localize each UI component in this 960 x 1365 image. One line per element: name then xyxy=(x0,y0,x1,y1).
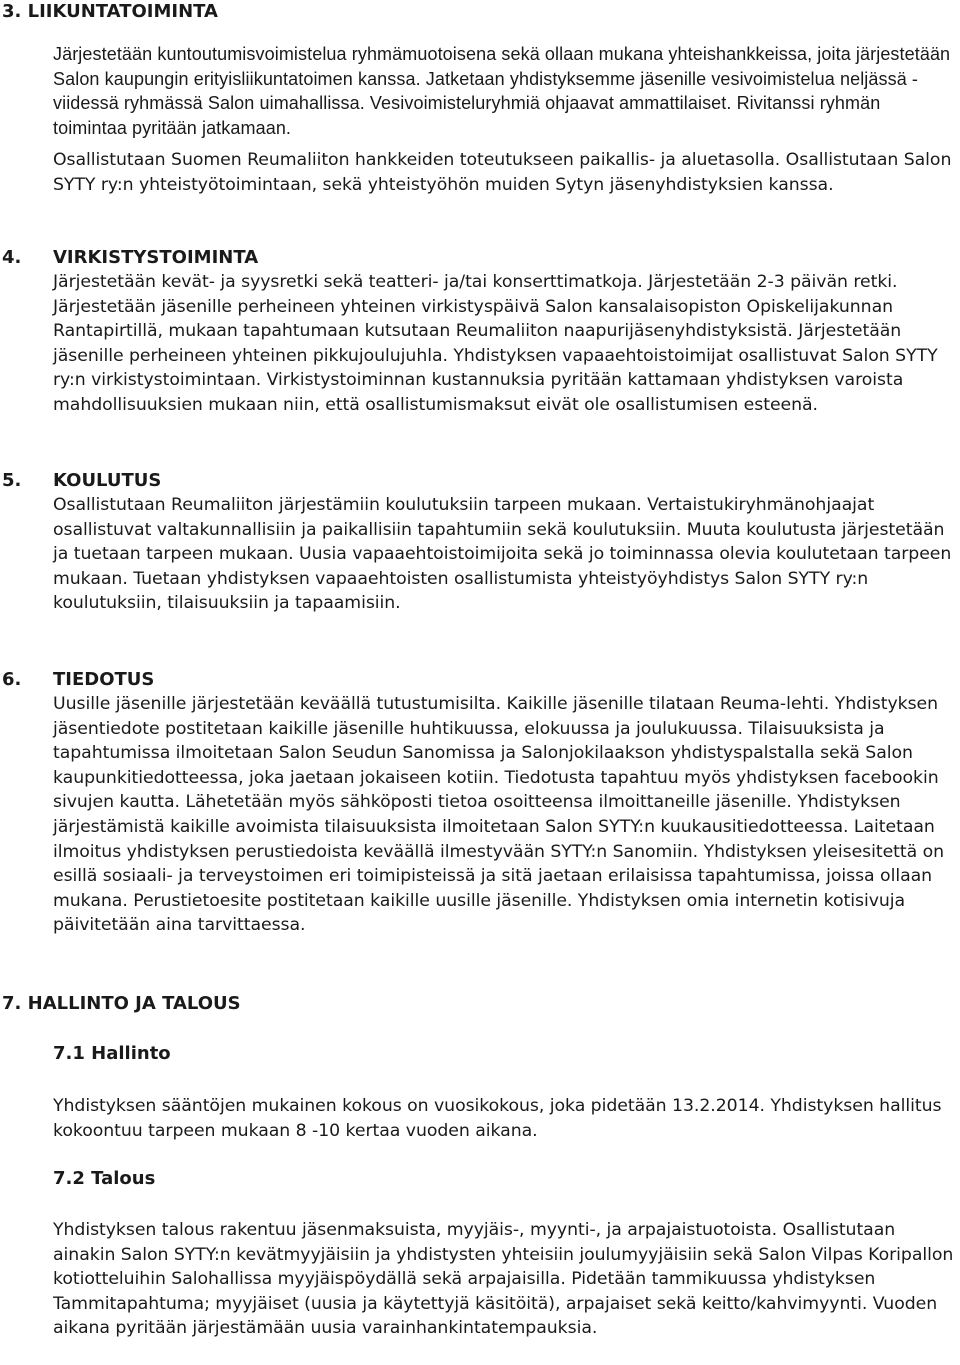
section-6-heading xyxy=(0,668,960,692)
section-7-heading: 7. HALLINTO JA TALOUS xyxy=(2,993,241,1014)
section-7-1-text: Yhdistyksen sääntöjen mukainen kokous on vuosikokous, joka pidetään 13.2.2014. Yhdistyksen hallitus kokoontuu tarpeen mukaan 8 -10 kertaa vuoden aikana. xyxy=(53,1096,942,1141)
section-4 xyxy=(0,246,960,418)
section-6 xyxy=(0,668,960,938)
section-7-2-paragraph xyxy=(0,1218,960,1341)
section-3-paragraph-1 xyxy=(0,42,960,140)
section-4-title: VIRKISTYSTOIMINTA xyxy=(53,247,259,268)
section-6-number: 6. xyxy=(2,669,22,690)
section-7 xyxy=(0,992,960,1016)
section-7-1 xyxy=(0,1042,960,1066)
section-3-text-2: Osallistutaan Suomen Reumaliiton hankkeiden toteutukseen paikallis- ja aluetasolla. Osallistutaan Salon SYTY ry:n yhteistyötoimintaan, sekä yhteistyöhön muiden Sytyn jäsenyhdistyksien kanssa. xyxy=(53,150,952,195)
section-3-paragraph-2 xyxy=(0,148,960,197)
section-6-title: TIEDOTUS xyxy=(53,669,155,690)
section-5-heading xyxy=(0,469,960,493)
section-4-heading xyxy=(0,246,960,270)
section-6-text: Uusille jäsenille järjestetään keväällä tutustumisilta. Kaikille jäsenille tilataan Reuma-lehti. Yhdistyksen jäsentiedote postitetaan kaikille jäsenille huhtikuussa, elokuussa ja joulukuussa. Tilaisuuksista ja tapahtumissa ilmoitetaan Salon Seudun Sanomissa ja Salonjokilaakson yhdistyspalstalla sekä Salon kaupunkitiedotteessa, joka jaetaan jokaiseen kotiin. Tiedotusta tapahtuu myös yhdistyksen facebookin sivujen kautta. Lähetetään myös sähköposti tietoa osoitteensa ilmoittaneille jäsenille. Yhdistyksen järjestämistä kaikille avoimista tilaisuuksista ilmoitetaan Salon SYTY:n kuukausitiedotteessa. Laitetaan ilmoitus yhdistyksen perustiedoista keväällä ilmestyvään SYTY:n Sanomiin. Yhdistyksen yleisesitettä on esillä sosiaali- ja terveystoimen eri toimipisteissä ja sitä jaetaan erilaisissa tapahtumissa, joissa ollaan mukana. Perustietoesite postitetaan kaikille uusille jäsenille. Yhdistyksen omia internetin kotisivuja päivitetään aina tarvittaessa. xyxy=(53,694,945,936)
section-7-1-paragraph xyxy=(0,1094,960,1143)
section-4-number: 4. xyxy=(2,247,22,268)
section-3-heading: 3. LIIKUNTATOIMINTA xyxy=(2,1,218,22)
section-7-1-heading: 7.1 Hallinto xyxy=(53,1043,171,1064)
section-3-text-1: Järjestetään kuntoutumisvoimistelua ryhmämuotoisena sekä ollaan mukana yhteishankkeissa, joita järjestetään Salon kaupungin erityisliikuntatoimen kanssa. Jatketaan yhdistyksemme jäsenille vesivoimistelua neljässä - viidessä ryhmässä Salon uimahallissa. Vesivoimisteluryhmiä ohjaavat ammattilaiset. Rivitanssi ryhmän toimintaa pyritään jatkamaan. xyxy=(53,44,951,138)
section-5-number: 5. xyxy=(2,470,22,491)
section-7-2 xyxy=(0,1167,960,1191)
section-5-title: KOULUTUS xyxy=(53,470,162,491)
section-4-text: Järjestetään kevät- ja syysretki sekä teatteri- ja/tai konserttimatkoja. Järjestetään 2-3 päivän retki. Järjestetään jäsenille perheineen yhteinen virkistyspäivä Salon kansalaisopiston Opiskelijakunnan Rantapirtillä, mukaan tapahtumaan kutsutaan Reumaliiton naapurijäsenyhdistyksistä. Järjestetään jäsenille perheineen yhteinen pikkujoulujuhla. Yhdistyksen vapaaehtoistoimijat osallistuvat Salon SYTY ry:n virkistystoimintaan. Virkistystoiminnan kustannuksia pyritään kattamaan yhdistyksen varoista mahdollisuuksien mukaan niin, että osallistumismaksut eivät ole osallistumisen esteenä. xyxy=(53,272,938,415)
section-3 xyxy=(0,0,960,24)
section-7-2-text: Yhdistyksen talous rakentuu jäsenmaksuista, myyjäis-, myynti-, ja arpajaistuotoista. Osallistutaan ainakin Salon SYTY:n kevätmyyjäisiin ja yhdistysten yhteisiin joulumyyjäisiin sekä Salon Vilpas Koripallon kotiotteluihin Salohallissa myyjäispöydällä sekä arpajaisilla. Pidetään tammikuussa yhdistyksen Tammitapahtuma; myyjäiset (uusia ja käytettyjä käsitöitä), arpajaiset sekä keitto/kahvimyynti. Vuoden aikana pyritään järjestämään uusia varainhankintatempauksia. xyxy=(53,1220,954,1339)
section-7-2-heading: 7.2 Talous xyxy=(53,1168,156,1189)
section-5-text: Osallistutaan Reumaliiton järjestämiin koulutuksiin tarpeen mukaan. Vertaistukiryhmänohjaajat osallistuvat valtakunnallisiin ja paikallisiin tapahtumiin sekä koulutuksiin. Muuta koulutusta järjestetään ja tuetaan tarpeen mukaan. Uusia vapaaehtoistoimijoita sekä jo toiminnassa olevia koulutetaan tarpeen mukaan. Tuetaan yhdistyksen vapaaehtoisten osallistumista yhteistyöyhdistys Salon SYTY ry:n koulutuksiin, tilaisuuksiin ja tapaamisiin. xyxy=(53,495,952,614)
section-5 xyxy=(0,469,960,616)
